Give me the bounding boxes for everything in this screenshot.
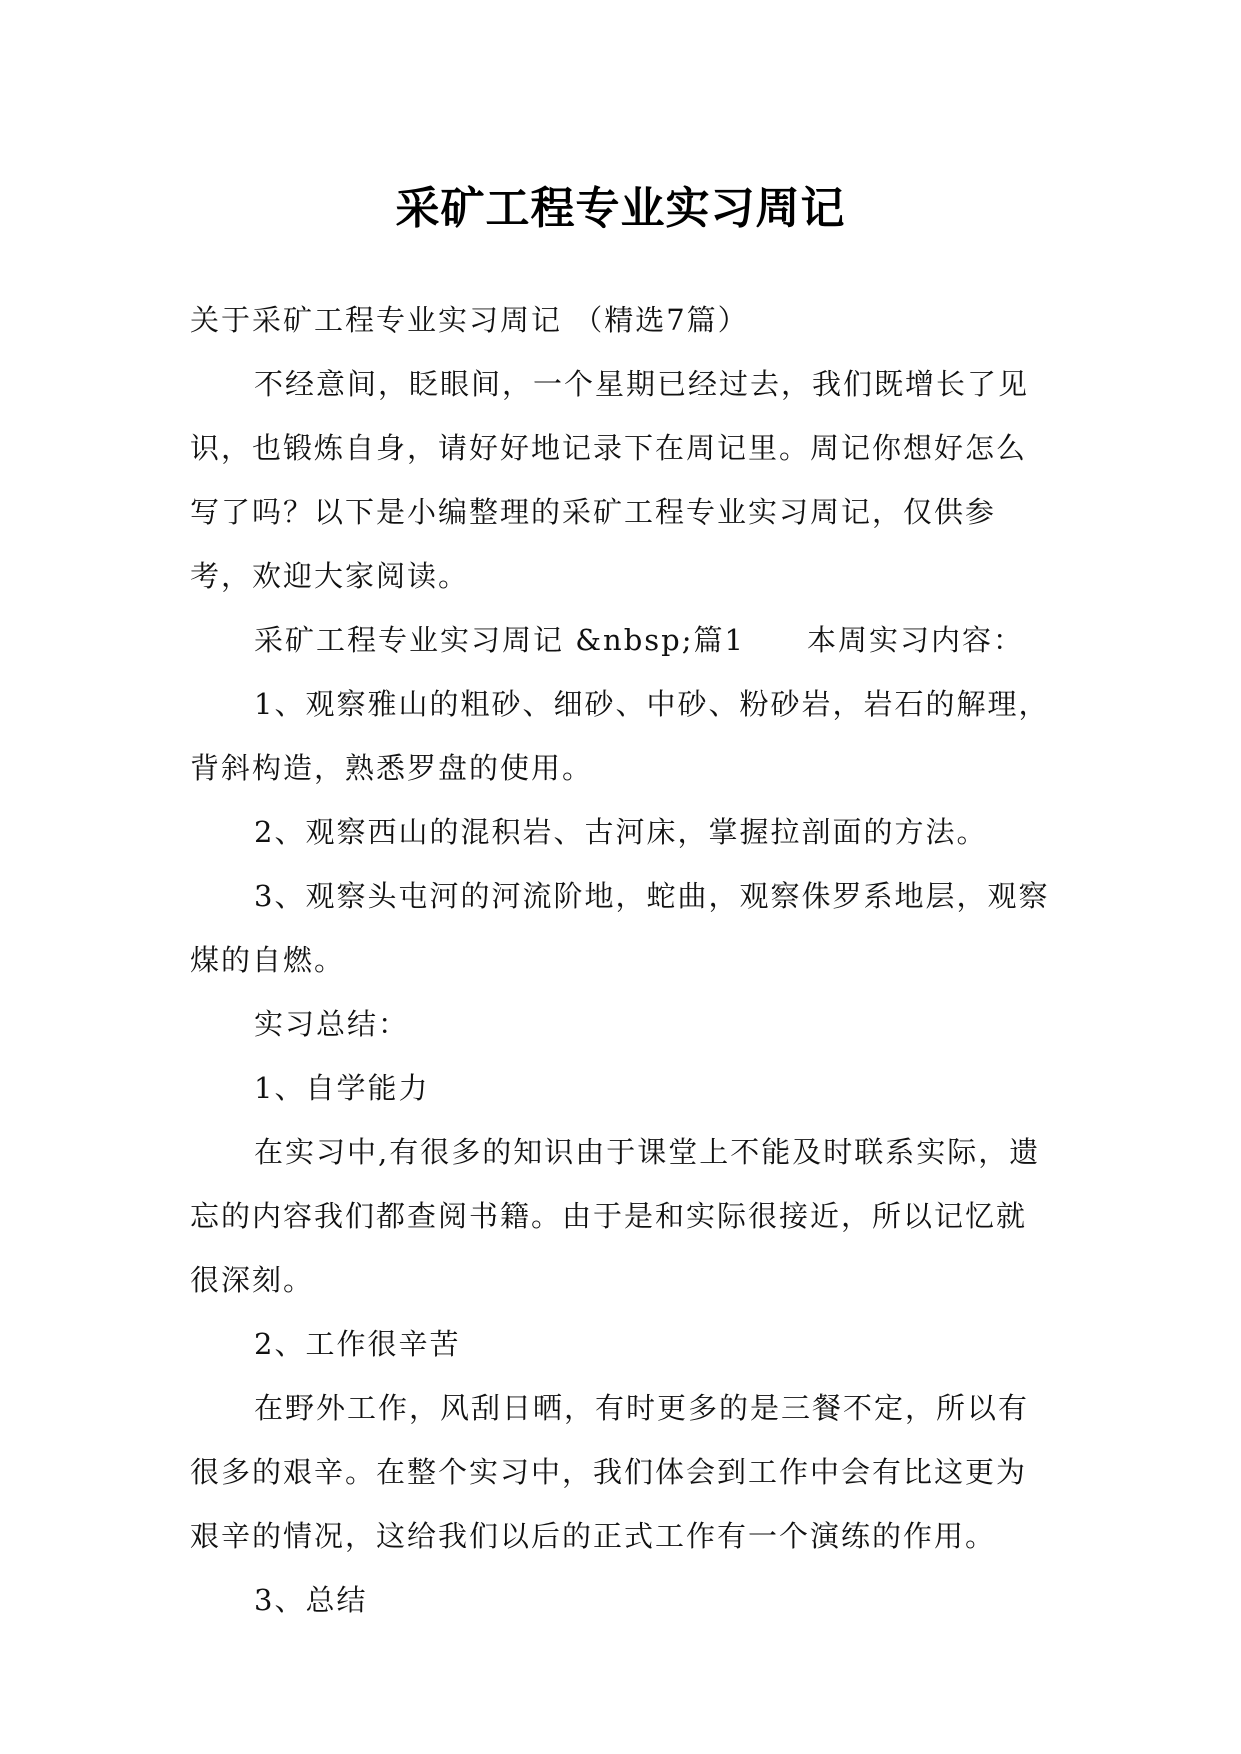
paragraph-item-3: 3、观察头屯河的河流阶地，蛇曲，观察侏罗系地层，观察煤的自燃。 (190, 879, 1050, 977)
document-body (190, 288, 1050, 1632)
paragraph-body-1: 在实习中,有很多的知识由于课堂上不能及时联系实际，遗忘的内容我们都查阅书籍。由于是和实际很接近，所以记忆就很深刻。 (190, 1135, 1041, 1297)
paragraph-subheading-2: 2、工作很辛苦 (254, 1327, 461, 1361)
paragraph-item-2: 2、观察西山的混积岩、古河床，掌握拉剖面的方法。 (254, 815, 988, 849)
paragraph-intro: 不经意间，眨眼间，一个星期已经过去，我们既增长了见识，也锻炼自身，请好好地记录下在周记里。周记你想好怎么写了吗？以下是小编整理的采矿工程专业实习周记，仅供参考，欢迎大家阅读。 (190, 367, 1030, 593)
paragraph-item-1: 1、观察雅山的粗砂、细砂、中砂、粉砂岩，岩石的解理，背斜构造，熟悉罗盘的使用。 (190, 687, 1050, 785)
paragraph-summary-heading: 实习总结： (254, 1007, 410, 1041)
paragraph-subheading-1: 1、自学能力 (254, 1071, 430, 1105)
paragraph-subheading-3: 3、总结 (254, 1583, 368, 1617)
paragraph-intro-heading: 关于采矿工程专业实习周记 （精选7篇） (190, 303, 749, 337)
paragraph-section-heading: 采矿工程专业实习周记 &nbsp;篇1 本周实习内容： (254, 623, 1024, 657)
document-title: 采矿工程专业实习周记 (395, 183, 846, 235)
paragraph-body-2: 在野外工作，风刮日晒，有时更多的是三餐不定，所以有很多的艰辛。在整个实习中，我们体会到工作中会有比这更为艰辛的情况，这给我们以后的正式工作有一个演练的作用。 (190, 1391, 1030, 1553)
